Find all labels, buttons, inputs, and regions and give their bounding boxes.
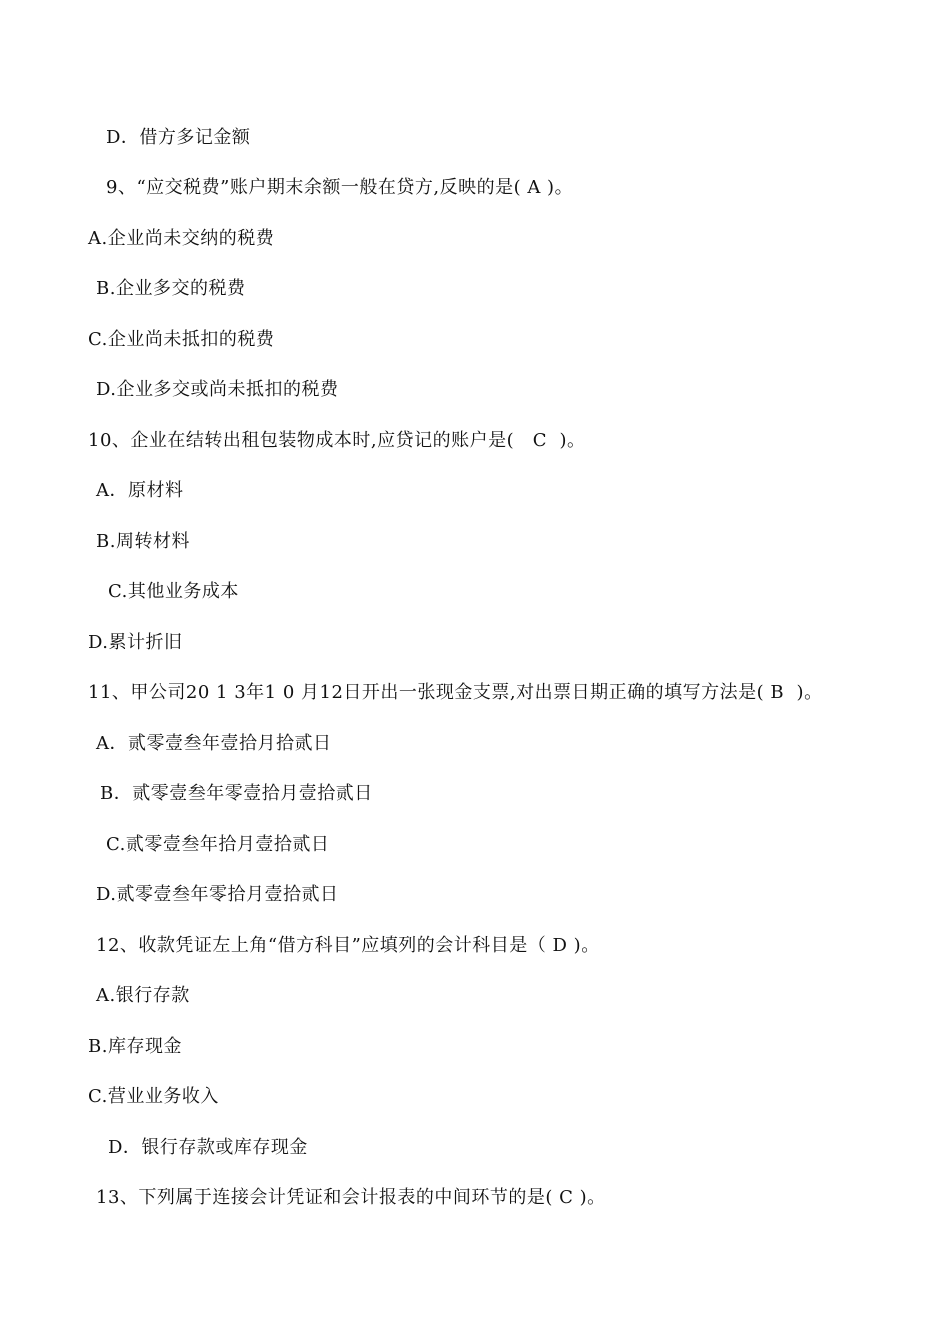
option-11-d: D.贰零壹叁年零拾月壹拾贰日 (96, 884, 339, 905)
option-8-d: D．借方多记金额 (106, 127, 251, 148)
question-9: 9、“应交税费”账户期末余额一般在贷方,反映的是( A )。 (106, 177, 574, 198)
question-13: 13、下列属于连接会计凭证和会计报表的中间环节的是( C )。 (96, 1187, 606, 1208)
option-11-c: C.贰零壹叁年拾月壹拾贰日 (106, 834, 330, 855)
option-12-a: A.银行存款 (96, 985, 190, 1006)
question-11: 11、甲公司20 1 3年1 0 月12日开出一张现金支票,对出票日期正确的填写方法是( B )。 (88, 682, 823, 703)
option-9-d: D.企业多交或尚未抵扣的税费 (96, 379, 339, 400)
option-9-b: B.企业多交的税费 (96, 278, 246, 299)
question-12: 12、收款凭证左上角“借方科目”应填列的会计科目是（ D )。 (96, 935, 600, 956)
option-10-b: B.周转材料 (96, 531, 190, 552)
option-11-b: B．贰零壹叁年零壹拾月壹拾贰日 (100, 783, 373, 804)
option-10-c: C.其他业务成本 (108, 581, 239, 602)
option-9-a: A.企业尚未交纳的税费 (88, 228, 275, 249)
option-9-c: C.企业尚未抵扣的税费 (88, 329, 275, 350)
option-12-b: B.库存现金 (88, 1036, 182, 1057)
option-10-d: D.累计折旧 (88, 632, 183, 653)
option-11-a: A．贰零壹叁年壹拾月拾贰日 (96, 733, 332, 754)
option-10-a: A．原材料 (96, 480, 184, 501)
option-12-c: C.营业业务收入 (88, 1086, 219, 1107)
option-12-d: D．银行存款或库存现金 (108, 1137, 308, 1158)
question-10: 10、企业在结转出租包装物成本时,应贷记的账户是( C )。 (88, 430, 586, 451)
